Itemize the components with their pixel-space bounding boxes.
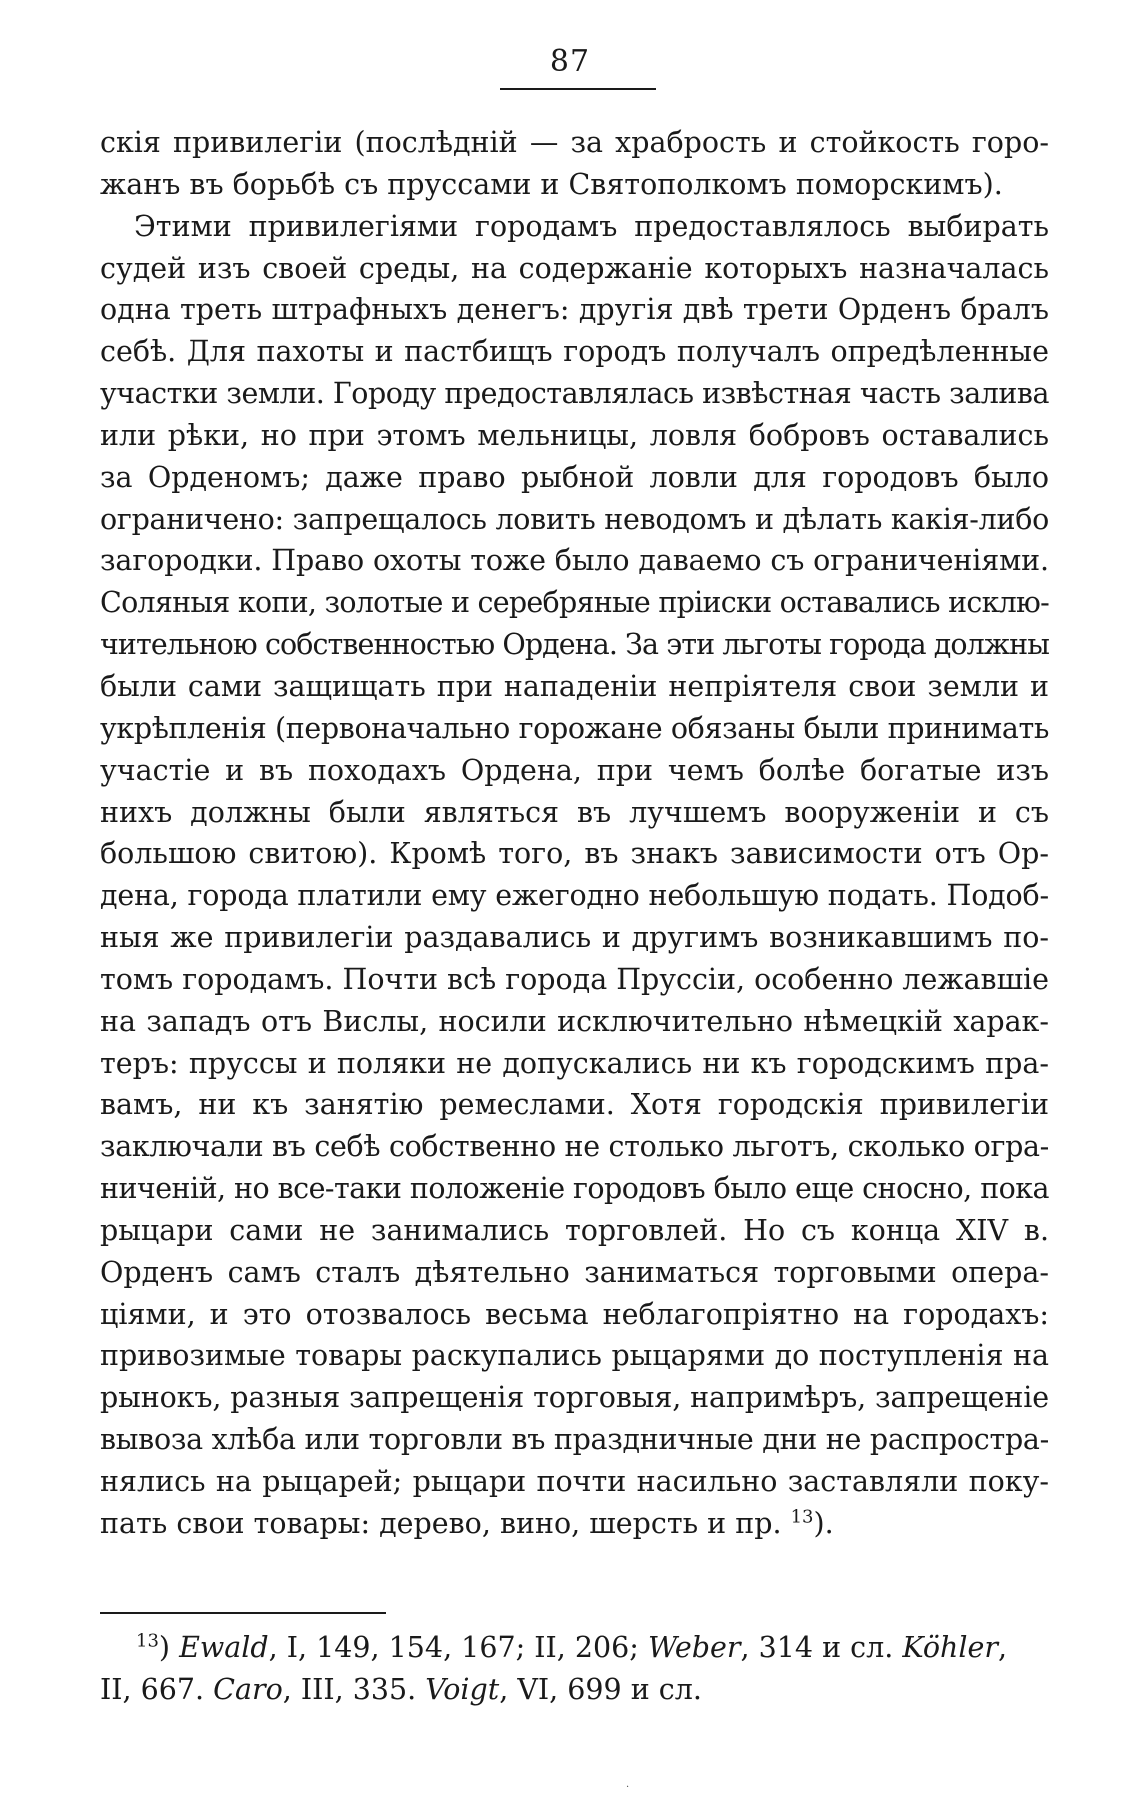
body-line: нялись на рыцарей; рыцари почти насильно заставляли поку- [100, 1465, 1049, 1498]
last-line-tail: ). [813, 1506, 834, 1540]
body-line: себѣ. Для пахоты и пастбищъ городъ получалъ опредѣленные [100, 335, 1049, 369]
body-line: томъ городамъ. Почти всѣ города Пруссіи, особенно лежавшіе [100, 962, 1049, 996]
footnote-text: , VI, 699 и сл. [499, 1673, 702, 1706]
body-line: ціями, и это отозвалось весьма неблагопріятно на городахъ: [100, 1297, 1049, 1331]
footnote-text: , III, 335. [282, 1673, 426, 1706]
body-line: участки земли. Городу предоставлялась извѣстная часть залива [100, 377, 1049, 411]
body-line: дена, города платили ему ежегодно небольшую подать. Подоб- [100, 879, 1049, 913]
footnote-text: , I, 149, 154, 167; II, 206; [268, 1631, 648, 1664]
footnote-author: Weber [647, 1631, 741, 1664]
footnotes [100, 1627, 1049, 1711]
body-line: были сами защищать при нападеніи непріятеля свои земли и [100, 669, 1049, 703]
body-line: жанъ въ борьбѣ съ пруссами и Святополкомъ поморскимъ). [100, 167, 1003, 201]
footnote-reference: 13 [790, 1506, 814, 1528]
body-line: рыцари сами не занимались торговлей. Но съ конца XIV в. [100, 1213, 1049, 1247]
footnote-author: Ewald [179, 1631, 269, 1664]
footnote-text: , 314 и сл. [740, 1631, 903, 1664]
body-line: Соляныя копи, золотые и серебряные пріиски оставались исклю- [100, 586, 1049, 620]
footnote-text: ) [158, 1631, 180, 1664]
body-line: привозимые товары раскупались рыцарями до поступленія на [100, 1339, 1049, 1373]
body-line-last [100, 1503, 1049, 1545]
body-line: скія привилегіи (послѣдній — за храбрость и стойкость горо- [100, 126, 1049, 159]
body-line: заключали въ себѣ собственно не столько льготъ, сколько огра- [100, 1130, 1049, 1164]
body-line: чительною собственностью Ордена. За эти льготы города должны [100, 628, 1049, 662]
body-line: Этими привилегіями городамъ предоставлялось выбирать [134, 209, 1049, 243]
last-line-text: пать свои товары: дерево, вино, шерсть и пр. [100, 1506, 791, 1540]
header-rule [500, 88, 656, 90]
body-line: укрѣпленія (первоначально горожане обязаны были принимать [100, 711, 1049, 745]
body-line: вывоза хлѣба или торговли въ праздничные дни не распростра- [100, 1423, 1049, 1457]
body-line: вамъ, ни къ занятію ремеслами. Хотя городскія привилегіи [100, 1088, 1049, 1122]
footnote-line-1 [100, 1627, 1049, 1669]
body-line: судей изъ своей среды, на содержаніе которыхъ назначалась [100, 251, 1049, 285]
printing-speck: · [626, 1782, 630, 1793]
body-line: на западъ отъ Вислы, носили исключительно нѣмецкій харак- [100, 1004, 1049, 1038]
body-lines [100, 122, 1049, 1503]
body-line: или рѣки, но при этомъ мельницы, ловля бобровъ оставались [100, 418, 1049, 452]
footnote-author: Voigt [425, 1673, 500, 1706]
body-line: ныя же привилегіи раздавались и другимъ возникавшимъ по- [100, 921, 1049, 955]
body-line: ниченій, но все-таки положеніе городовъ было еще сносно, пока [100, 1172, 1049, 1206]
footnote-author: Köhler [902, 1631, 998, 1664]
footnote-rule [100, 1612, 386, 1614]
page-number: 87 [549, 44, 591, 79]
body-line: теръ: пруссы и поляки не допускались ни къ городскимъ пра- [100, 1046, 1049, 1080]
footnote-author: Caro [213, 1673, 283, 1706]
body-line: одна треть штрафныхъ денегъ: другія двѣ трети Орденъ бралъ [100, 293, 1049, 327]
body-line: участіе и въ походахъ Ордена, при чемъ болѣе богатые изъ [100, 753, 1049, 787]
body-line: ограничено: запрещалось ловить неводомъ и дѣлать какія-либо [100, 502, 1049, 536]
body-line: рынокъ, разныя запрещенія торговыя, напримѣръ, запрещеніе [100, 1381, 1049, 1415]
body-line: большою свитою). Кромѣ того, въ знакъ зависимости отъ Ор- [100, 837, 1049, 871]
body-line: Орденъ самъ сталъ дѣятельно заниматься торговыми опера- [100, 1255, 1049, 1289]
body-text [100, 122, 1049, 1545]
footnote-number: 13 [136, 1630, 159, 1652]
body-line: нихъ должны были являться въ лучшемъ вооруженіи и съ [100, 795, 1049, 829]
body-line: загородки. Право охоты тоже было даваемо съ ограниченіями. [100, 544, 1049, 578]
footnote-line-2 [100, 1669, 1049, 1711]
body-line: за Орденомъ; даже право рыбной ловли для городовъ было [100, 460, 1049, 494]
footnote-text: II, 667. [100, 1673, 214, 1706]
footnote-text: , [998, 1631, 1008, 1664]
